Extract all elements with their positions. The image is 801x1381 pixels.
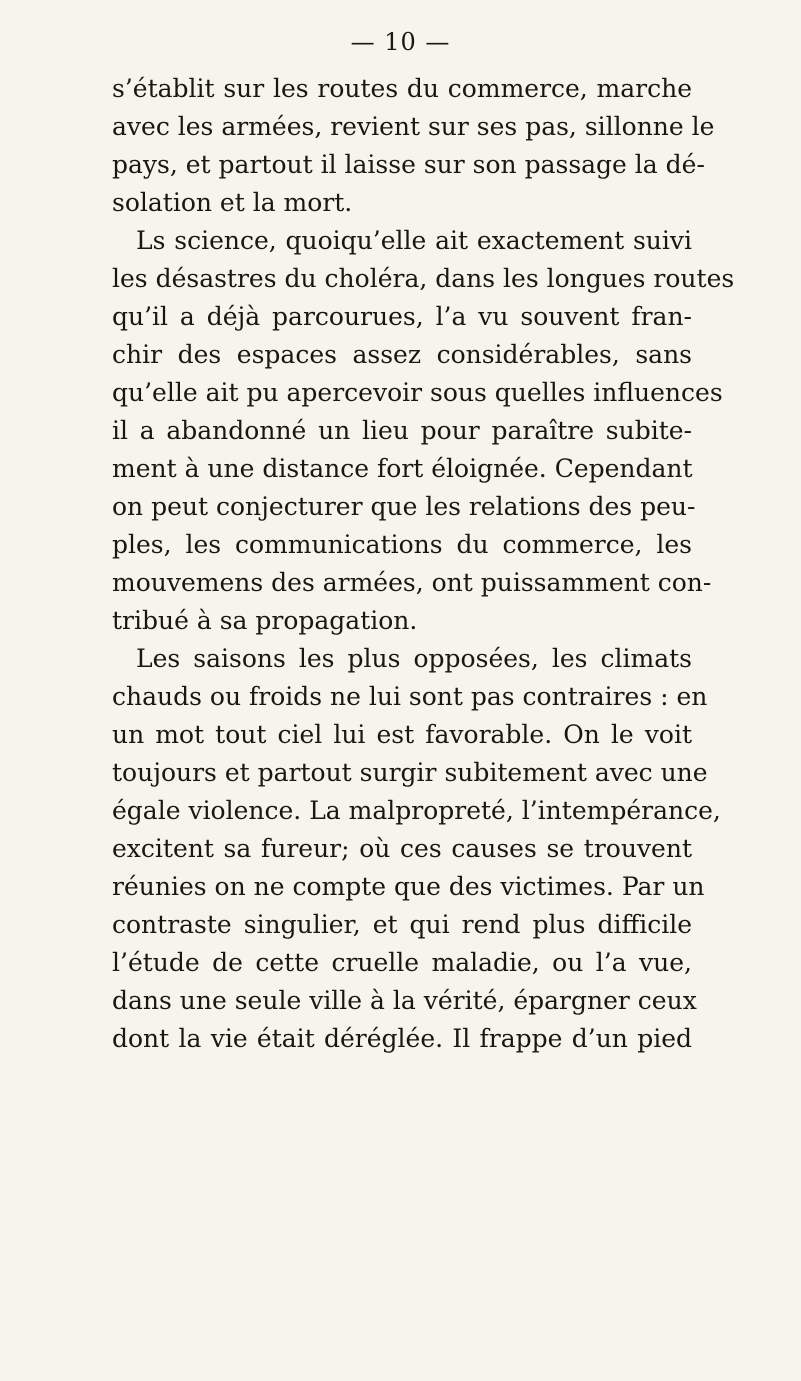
text-line: dont la vie était déréglée. Il frappe d’un pied (112, 1024, 692, 1053)
text-line: Les saisons les plus opposées, les climats (136, 644, 692, 673)
text-line: solation et la mort. (112, 188, 353, 217)
text-line: excitent sa fureur; où ces causes se trouvent (112, 834, 692, 863)
text-line: chir des espaces assez considérables, sans (112, 340, 692, 369)
text-line: mouvemens des armées, ont puissamment con- (112, 568, 712, 597)
text-line: ples, les communications du commerce, les (112, 530, 692, 559)
text-line: réunies on ne compte que des victimes. Par un (112, 872, 705, 901)
text-line: Ls science, quoiqu’elle ait exactement suivi (136, 226, 692, 255)
text-line: un mot tout ciel lui est favorable. On le voit (112, 720, 692, 749)
text-line: les désastres du choléra, dans les longues routes (112, 264, 735, 293)
text-line: égale violence. La malpropreté, l’intempérance, (112, 796, 721, 825)
text-line: avec les armées, revient sur ses pas, sillonne le (112, 112, 715, 141)
text-line: pays, et partout il laisse sur son passage la dé- (112, 150, 705, 179)
text-line: dans une seule ville à la vérité, épargner ceux (112, 986, 697, 1015)
text-line: s’établit sur les routes du commerce, marche (112, 74, 692, 103)
text-line: l’étude de cette cruelle maladie, ou l’a vue, (112, 948, 692, 977)
text-line: chauds ou froids ne lui sont pas contraires : en (112, 682, 708, 711)
text-line: tribué à sa propagation. (112, 606, 418, 635)
page-number: — 10 — (350, 28, 451, 56)
text-line: ment à une distance fort éloignée. Cependant (112, 454, 693, 483)
text-line: il a abandonné un lieu pour paraître subite- (112, 416, 692, 445)
text-line: contraste singulier, et qui rend plus difficile (112, 910, 692, 939)
text-line: qu’il a déjà parcourues, l’a vu souvent fran- (112, 302, 692, 331)
paragraph-2 (112, 222, 735, 640)
text-line: toujours et partout surgir subitement avec une (112, 758, 708, 787)
text-line: on peut conjecturer que les relations des peu- (112, 492, 696, 521)
text-line: qu’elle ait pu apercevoir sous quelles influences (112, 378, 723, 407)
body-text (112, 70, 735, 1058)
paragraph-3 (112, 640, 721, 1058)
paragraph-1 (112, 70, 715, 222)
